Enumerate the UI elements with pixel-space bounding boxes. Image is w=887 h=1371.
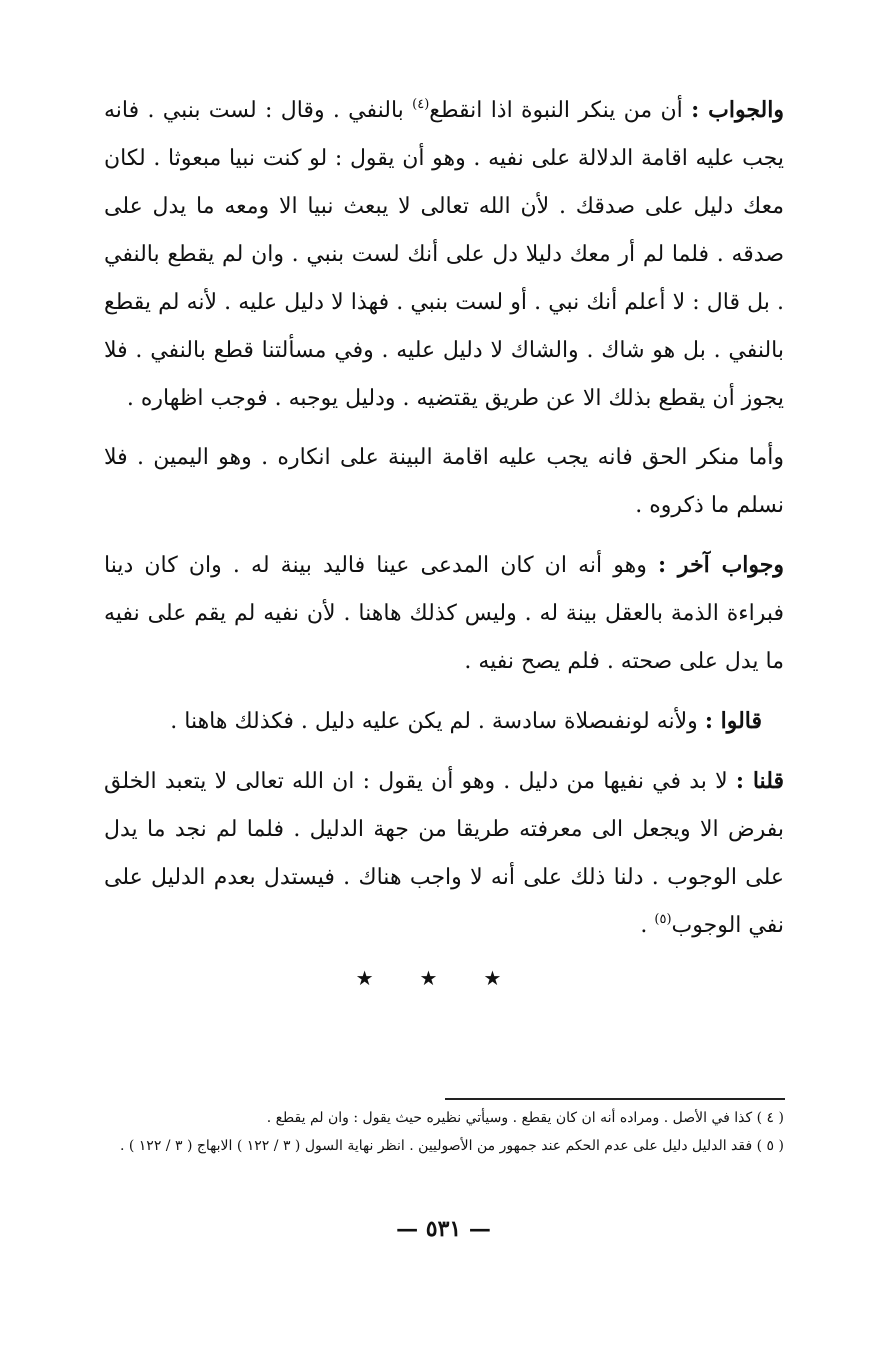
star-icon: ★ xyxy=(355,966,404,990)
footnotes xyxy=(104,1104,784,1160)
paragraph-lead: قلنا : xyxy=(735,768,784,794)
page-number: — ٥٣١ — xyxy=(396,1216,491,1242)
footnote-5: ( ٥ ) فقد الدليل دليل على عدم الحكم عند جمهور من الأصوليين . انظر نهاية السول ( ٣ / ١٢٢ ) الابهاج ( ٣ / ١٢٢ ) . xyxy=(119,1138,784,1154)
paragraph-text: . xyxy=(640,913,655,938)
paragraph-lead: والجواب : xyxy=(691,97,784,123)
section-separator xyxy=(0,966,887,990)
paragraph-text: أن من ينكر النبوة اذا انقطع xyxy=(429,98,692,123)
main-text xyxy=(104,86,784,961)
paragraph-text: وأما منكر الحق فانه يجب عليه اقامة البينة على انكاره . وهو اليمين . فلا نسلم ما ذكروه . xyxy=(104,445,784,518)
paragraph-text: بالنفي . وقال : لست بنبي . فانه يجب عليه اقامة الدلالة على نفيه . وهو أن يقول : لو كنت نبيا مبعوثا . لكان معك دليل على صدقك . لأن الله تعالى لا يبعث نبيا الا ومعه ما يدل على صدقه . فلما لم أر معك دليلا دل على أنك لست بنبي . وان لم يقطع بالنفي . بل قال : لا أعلم أنك نبي . أو لست بنبي . فهذا لا دليل عليه . لأنه لم يقطع بالنفي . بل هو شاك . والشاك لا دليل عليه . وفي مسألتنا قطع بالنفي . فلا يجوز أن يقطع بذلك الا عن طريق يقتضيه . ودليل يوجبه . فوجب اظهاره . xyxy=(104,98,784,411)
paragraph-text: وهو أنه ان كان المدعى عينا فاليد بينة له . وان كان دينا فبراءة الذمة بالعقل بينة له . وليس كذلك هاهنا . لأن نفيه لم يقم على نفيه ما يدل على صحته . فلم يصح نفيه . xyxy=(104,553,784,674)
footnote-reference: (٤) xyxy=(412,97,430,112)
star-icon: ★ xyxy=(483,966,532,990)
paragraph-text: ولأنه لونفىصلاة سادسة . لم يكن عليه دليل . فكذلك هاهنا . xyxy=(170,709,705,734)
paragraph-answer xyxy=(104,86,784,423)
footnote-4: ( ٤ ) كذا في الأصل . ومراده أنه ان كان يقطع . وسيأتي نظيره حيث يقول : وان لم يقطع . xyxy=(266,1110,784,1126)
paragraph-text: لا بد في نفيها من دليل . وهو أن يقول : ان الله تعالى لا يتعبد الخلق بفرض الا ويجعل الى معرفته طريقا من جهة الدليل . فلما لم نجد ما يدل على الوجوب . دلنا ذلك على أنه لا واجب هناك . فيستدل بعدم الدليل على نفي الوجوب xyxy=(104,769,784,938)
paragraph-another-answer xyxy=(104,541,784,686)
footnote-reference: (٥) xyxy=(654,912,672,927)
paragraph-we-said xyxy=(104,757,784,950)
paragraph-lead: وجواب آخر : xyxy=(658,552,784,578)
paragraph-denier-of-right xyxy=(104,434,784,530)
paragraph-lead: قالوا : xyxy=(704,708,762,734)
star-icon: ★ xyxy=(419,966,468,990)
footnote-divider xyxy=(445,1098,785,1100)
paragraph-they-said xyxy=(104,697,784,746)
